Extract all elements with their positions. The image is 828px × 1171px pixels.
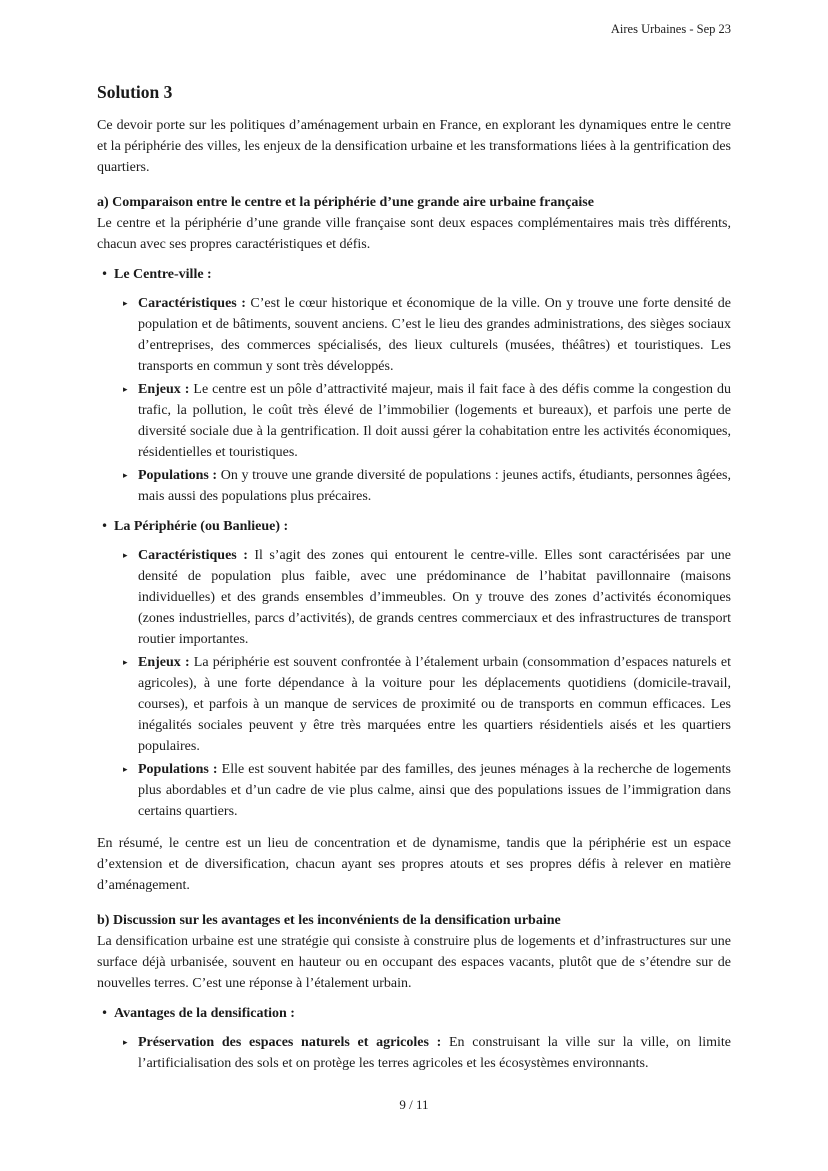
item-label: Populations : [138, 468, 218, 483]
page-footer [0, 1096, 828, 1113]
page-number: 9 / 11 [399, 1097, 429, 1112]
list-item-title: Le Centre-ville : [114, 267, 212, 282]
list-item-title: Avantages de la densification : [114, 1006, 295, 1021]
section-a-intro: Le centre et la périphérie d’une grande ville française sont deux espaces complémentaires mais très différents, chacun avec ses propres caractéristiques et défis. [97, 216, 731, 252]
list-item-title: La Périphérie (ou Banlieue) : [114, 519, 289, 534]
bullet-icon: • [101, 1006, 109, 1020]
section-a-heading: a) Comparaison entre le centre et la périphérie d’une grande aire urbaine française [97, 195, 594, 210]
item-label: Enjeux : [138, 382, 190, 397]
item-text: Le centre est un pôle d’attractivité majeur, mais il fait face à des défis comme la congestion du trafic, la pollution, le coût très élevé de l’immobilier (logements et bureaux), et parfois une perte de diversité sociale due à la gentrification. Il doit aussi gérer la cohabitation entre les activités économiques, résidentielles et touristiques. [138, 382, 731, 460]
section-a-summary: En résumé, le centre est un lieu de concentration et de dynamisme, tandis que la périphérie est un espace d’extension et de diversification, chacun ayant ses propres atouts et ses propres défis à relever en matière d’aménagement. [97, 836, 731, 893]
item-label: Caractéristiques : [138, 296, 246, 311]
triangle-bullet-icon: ▸ [123, 765, 128, 775]
peripherie-sublist [97, 545, 731, 822]
page-title: Solution 3 [97, 82, 173, 102]
item-label: Enjeux : [138, 655, 190, 670]
section-b-intro: La densification urbaine est une stratégie qui consiste à construire plus de logements et d’infrastructures sur une surface déjà urbanisée, souvent en hauteur ou en occupant des espaces vacants, plutôt que de s’étendre sur de nouvelles terres. C’est une réponse à l’étalement urbain. [97, 934, 731, 991]
bullet-icon: • [101, 519, 109, 533]
item-text: En construisant la ville sur la ville, on limite l’artificialisation des sols et on protège les terres agricoles et les écosystèmes environnants. [138, 1035, 732, 1071]
list-item-populations-centre [97, 465, 731, 507]
list-item-avantages [97, 1003, 731, 1024]
list-item-centre-ville [97, 264, 731, 285]
intro-paragraph: Ce devoir porte sur les politiques d’aménagement urbain en France, en explorant les dynamiques entre le centre et la périphérie des villes, les enjeux de la densification urbaine et les transformations liées à la gentrification des quartiers. [97, 118, 731, 175]
item-label: Préservation des espaces naturels et agricoles : [138, 1035, 442, 1050]
list-item-caracteristiques-peripherie [97, 545, 731, 650]
item-label: Caractéristiques : [138, 548, 248, 563]
list-item-peripherie [97, 516, 731, 537]
item-text: La périphérie est souvent confrontée à l’étalement urbain (consommation d’espaces naturels et agricoles), à une forte dépendance à la voiture pour les déplacements quotidiens (domicile-travail, courses), et parfois à un manque de services de proximité ou de transports en commun efficaces. Les inégalités sociales peuvent y être très marquées entre les quartiers résidentiels aisés et les quartiers populaires. [138, 655, 731, 754]
avantages-sublist [97, 1032, 731, 1074]
triangle-bullet-icon: ▸ [123, 551, 128, 561]
triangle-bullet-icon: ▸ [123, 299, 128, 309]
list-item-populations-peripherie [97, 759, 731, 822]
triangle-bullet-icon: ▸ [123, 658, 128, 668]
header-right-text: Aires Urbaines - Sep 23 [610, 22, 731, 36]
list-item-preservation [97, 1032, 731, 1074]
section-b-heading: b) Discussion sur les avantages et les inconvénients de la densification urbaine [97, 913, 561, 928]
bullet-icon: • [101, 267, 109, 281]
item-text: C’est le cœur historique et économique de la ville. On y trouve une forte densité de population et de bâtiments, souvent anciens. C’est le lieu des grandes administrations, des sièges sociaux d’entreprises, des commerces spécialisés, des lieux culturels (musées, théâtres) et touristiques. Les transports en commun y sont très développés. [138, 296, 732, 374]
list-item-caracteristiques-centre [97, 293, 731, 377]
item-text: Il s’agit des zones qui entourent le centre-ville. Elles sont caractérisées par une densité de population plus faible, avec une prédominance de l’habitat pavillonnaire (maisons individuelles) et des grands ensembles d’immeubles. On y trouve des zones d’activités économiques (zones industrielles, parcs d’activités), de grands centres commerciaux et des infrastructures de transport routier importantes. [138, 548, 732, 647]
list-item-enjeux-peripherie [97, 652, 731, 757]
page-header [97, 22, 731, 37]
triangle-bullet-icon: ▸ [123, 1038, 128, 1048]
list-item-enjeux-centre [97, 379, 731, 463]
centre-ville-sublist [97, 293, 731, 507]
item-text: On y trouve une grande diversité de populations : jeunes actifs, étudiants, personnes âgées, mais aussi des populations plus précaires. [138, 468, 732, 504]
item-label: Populations : [138, 762, 218, 777]
triangle-bullet-icon: ▸ [123, 471, 128, 481]
item-text: Elle est souvent habitée par des familles, des jeunes ménages à la recherche de logements plus abordables et d’un cadre de vie plus calme, ainsi que des populations issues de l’immigration dans certains quartiers. [138, 762, 731, 819]
triangle-bullet-icon: ▸ [123, 385, 128, 395]
